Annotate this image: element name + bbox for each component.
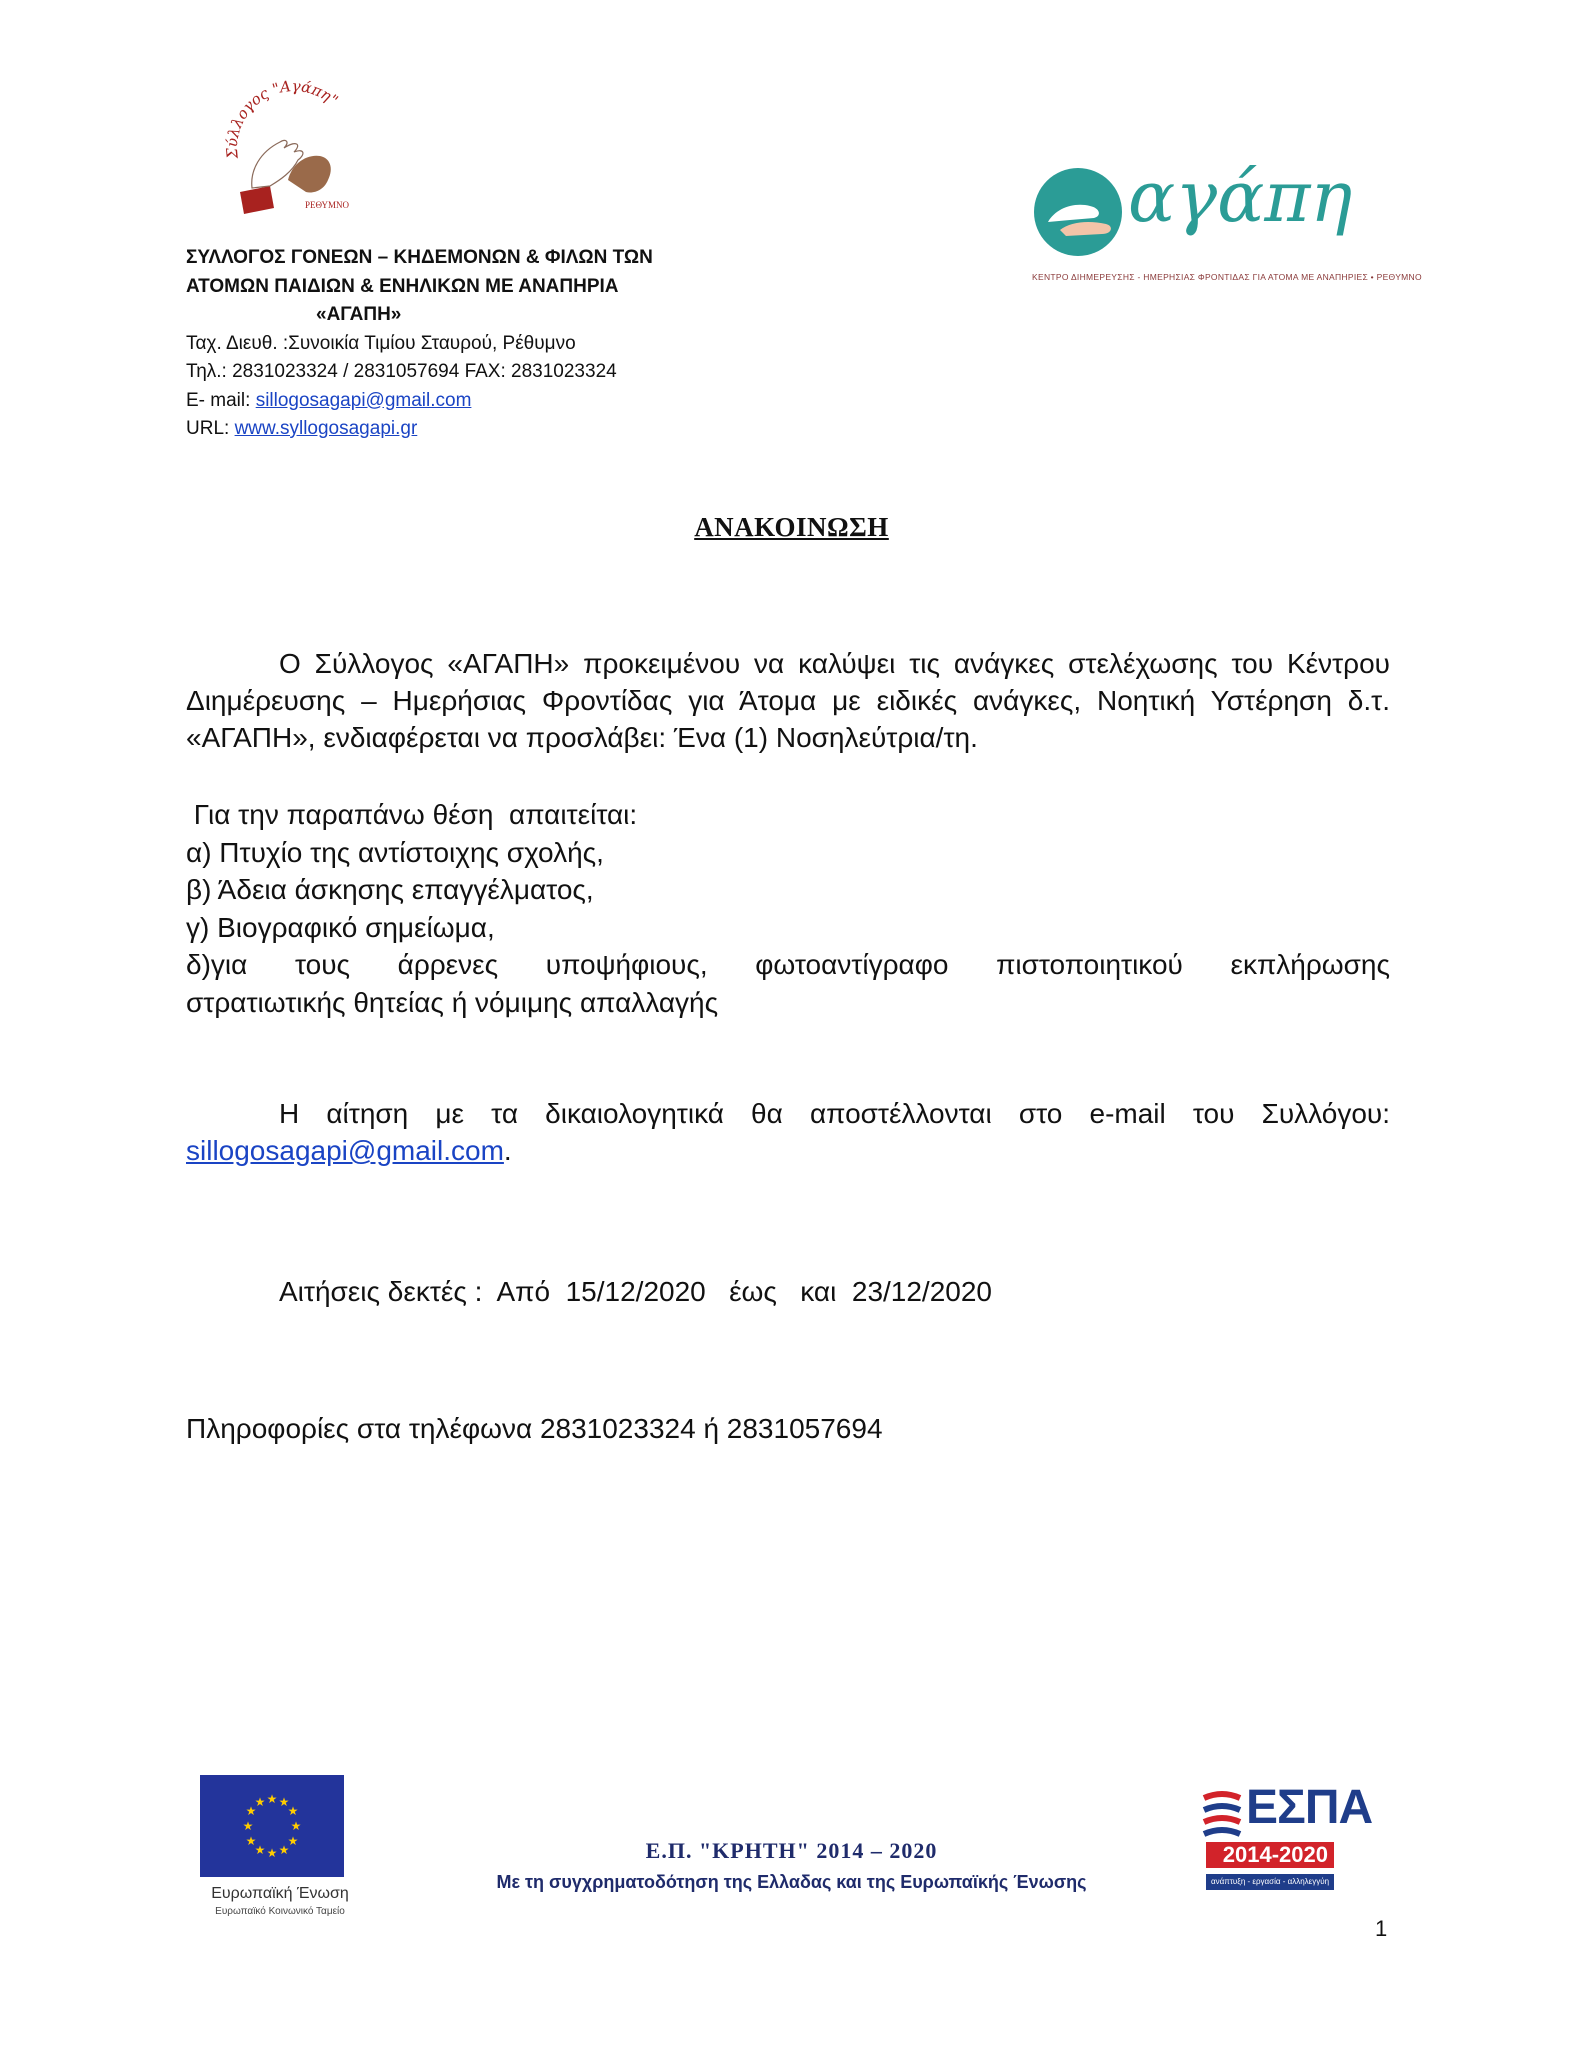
svg-text:★: ★ [278,1843,290,1857]
org-name-line3: «ΑΓΑΠΗ» [316,304,402,325]
organization-details [186,244,806,444]
logo-city-label: ΡΕΘΥΜΝΟ [305,200,350,210]
requirement-item-continued: στρατιωτικής θητείας ή νόμιμης απαλλαγής [186,986,719,1018]
agapi-subtitle: ΚΕΝΤΡΟ ΔΙΗΜΕΡΕΥΣΗΣ - ΗΜΕΡΗΣΙΑΣ ΦΡΟΝΤΙΔΑΣ ΓΙΑ ΑΤΟΜΑ ΜΕ ΑΝΑΠΗΡΙΕΣ • ΡΕΘΥΜΝΟ [1032,272,1422,282]
requirement-item: β) Άδεια άσκησης επαγγέλματος, [186,874,594,905]
website-link[interactable]: www.syllogosagapi.gr [234,418,418,439]
requirement-item: α) Πτυχίο της αντίστοιχης σχολής, [186,836,604,868]
application-paragraph [186,1095,1390,1169]
requirements-list [186,796,1390,1021]
info-phones: Πληροφορίες στα τηλέφωνα 2831023324 ή 2831057694 [186,1413,883,1444]
svg-text:★: ★ [254,1843,266,1857]
agapi-center-logo [1030,156,1422,290]
url-label: URL: [186,418,235,439]
espa-word: ΕΣΠΑ [1246,1781,1373,1834]
application-period: . [503,1135,512,1166]
org-email-row [186,387,806,416]
svg-text:★: ★ [266,1846,278,1860]
application-email-link[interactable]: sillogosagapi@gmail.com [186,1135,504,1166]
esf-caption: Ευρωπαϊκό Κοινωνικό Ταμείο [215,1906,345,1917]
requirement-item: δ)για τους άρρενες υποψήφιους, φωτοαντίγραφο πιστοποιητικού εκπλήρωσης [186,949,1390,980]
announcement-text: Ο Σύλλογος «ΑΓΑΠΗ» προκειμένου να καλύψει τις ανάγκες στελέχωσης του Κέντρου Διημέρευσης – Ημερήσιας Φροντίδας για Άτομα με ειδικές ανάγκες, Νοητική Υστέρηση δ.τ. «ΑΓΑΠΗ», ενδιαφέρεται να προσλάβει: Ένα (1) Νοσηλεύτρια/τη. [186,648,1390,753]
requirements-intro: Για την παραπάνω θέση απαιτείται: [186,799,638,830]
eu-caption: Ευρωπαϊκή Ένωση [211,1885,349,1902]
logo-arc-text: Σύλλογος "Αγάπη" [222,80,342,160]
org-name-line1: ΣΥΛΛΟΓΟΣ ΓΟΝΕΩΝ – ΚΗΔΕΜΟΝΩΝ & ΦΙΛΩΝ ΤΩΝ [186,247,653,268]
agapi-hands-icon [1030,164,1126,260]
page-number: 1 [1375,1916,1388,1941]
svg-text:★: ★ [278,1795,290,1809]
program-title: Ε.Π. "ΚΡΗΤΗ" 2014 – 2020 [645,1838,938,1863]
association-logo [210,80,370,220]
svg-text:★: ★ [287,1804,299,1818]
svg-text:★: ★ [254,1795,266,1809]
org-url-row [186,415,806,444]
espa-years: 2014-2020 [1222,1842,1328,1867]
espa-slogan: ανάπτυξη - εργασία - αλληλεγγύη [1206,1874,1334,1890]
espa-stripes-icon [1200,1788,1244,1840]
funding-note: Με τη συγχρηματοδότηση της Ελλαδας και της Ευρωπαϊκής Ένωσης [496,1872,1087,1892]
svg-text:★: ★ [266,1792,278,1806]
application-text: Η αίτηση με τα δικαιολογητικά θα αποστέλλονται στο e-mail του Συλλόγου: [279,1098,1390,1129]
espa-logo [1200,1780,1373,1910]
org-address: Ταχ. Διευθ. :Συνοικία Τιμίου Σταυρού, Ρέθυμνο [186,332,576,354]
svg-text:★: ★ [245,1834,257,1848]
application-dates: Αιτήσεις δεκτές : Από 15/12/2020 έως και 23/12/2020 [279,1276,993,1307]
org-name-line2: ΑΤΟΜΩΝ ΠΑΙΔΙΩΝ & ΕΝΗΛΙΚΩΝ ΜΕ ΑΝΑΠΗΡΙΑ [186,275,619,297]
logo-sleeve-shape [240,186,274,214]
espa-years-bar [1206,1842,1334,1868]
announcement-title: ΑΝΑΚΟΙΝΩΣΗ [694,512,889,542]
svg-text:★: ★ [290,1819,302,1833]
svg-text:★: ★ [287,1834,299,1848]
email-link[interactable]: sillogosagapi@gmail.com [255,389,472,411]
svg-text:★: ★ [245,1804,257,1818]
announcement-paragraph [186,645,1390,756]
email-label: E- mail: [186,389,256,411]
svg-text:★: ★ [242,1819,254,1833]
agapi-wordmark: αγάπη [1128,156,1353,238]
requirement-item: γ) Βιογραφικό σημείωμα, [186,911,495,943]
org-phones: Τηλ.: 2831023324 / 2831057694 FAX: 2831023324 [186,361,617,382]
